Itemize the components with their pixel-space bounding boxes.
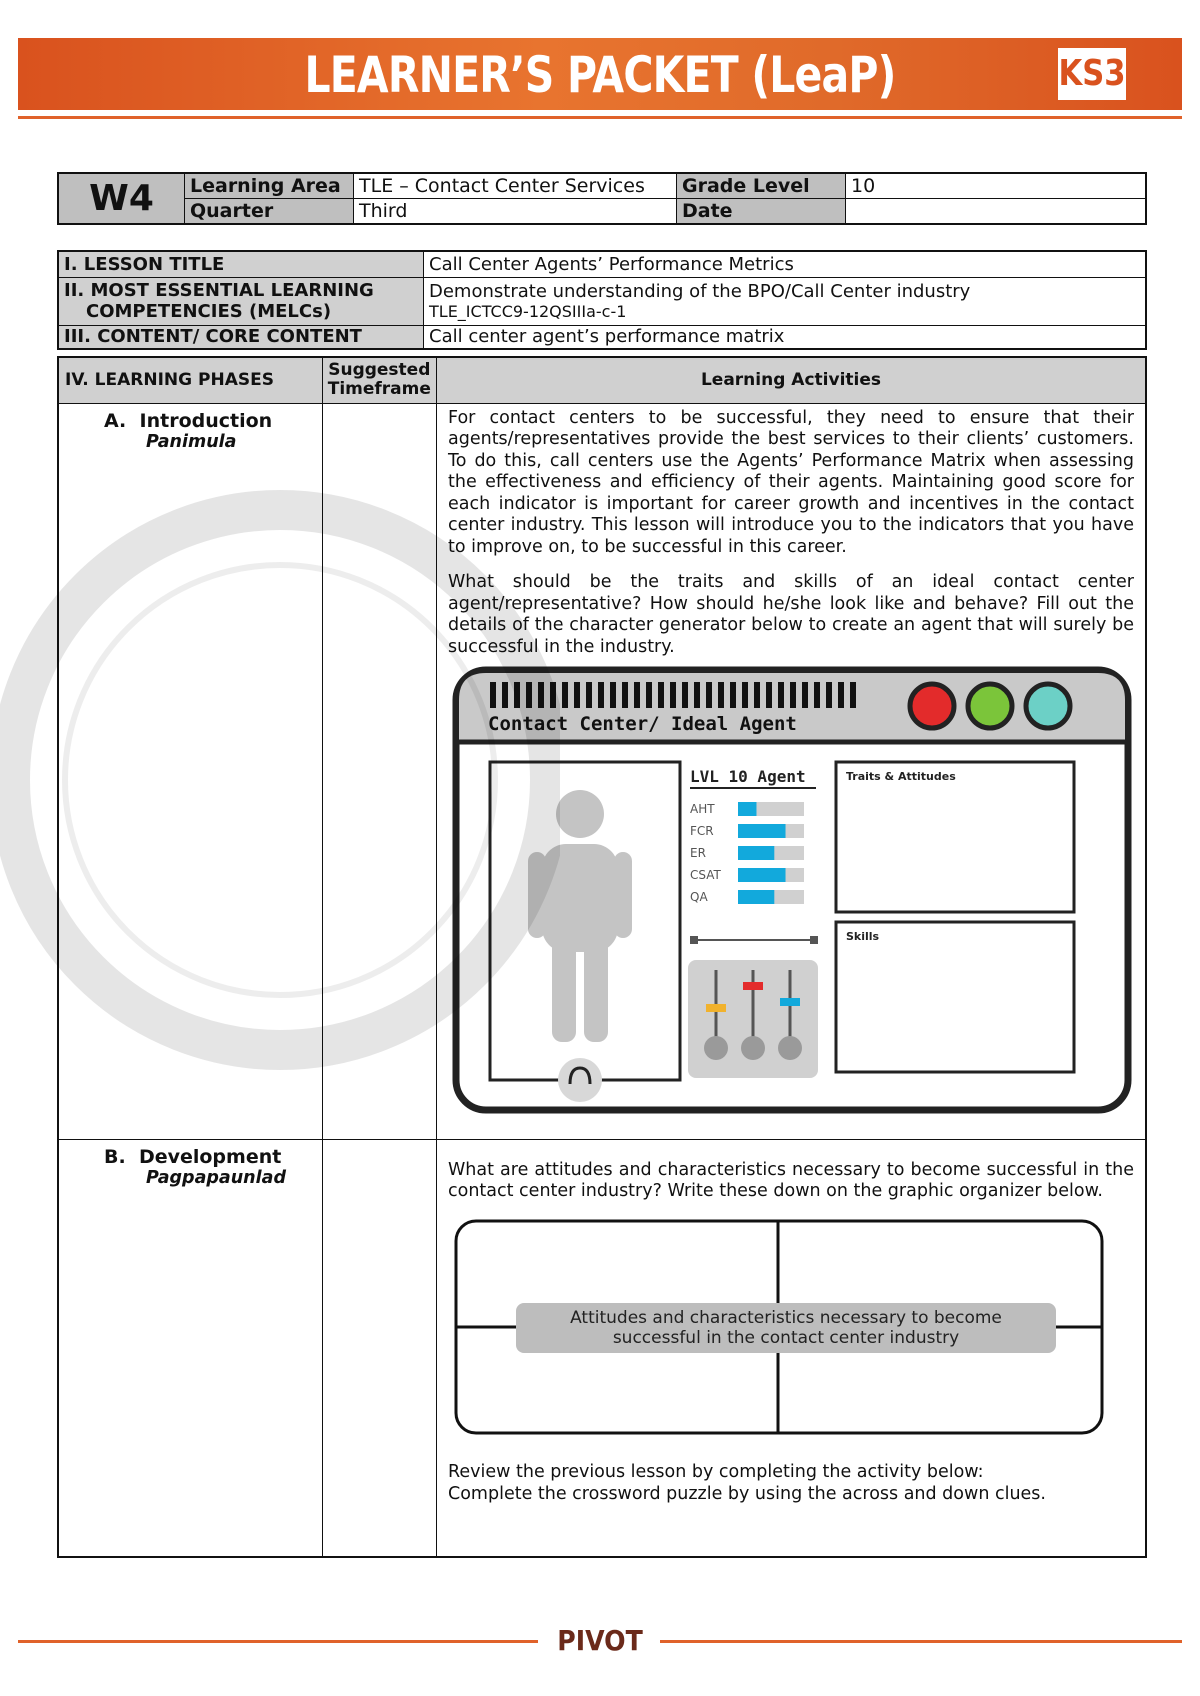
intro-phase-cell — [58, 403, 322, 1139]
character-generator-graphic — [450, 664, 1140, 1124]
development-phase-label — [64, 1140, 317, 1168]
development-sublabel: Pagpapaunlad — [146, 1167, 286, 1188]
quarter-label: Quarter — [185, 199, 354, 225]
teal-button-icon[interactable] — [1026, 684, 1070, 728]
timeframe-header-line-2: Timeframe — [327, 379, 431, 400]
stat-bar-fill-aht — [738, 802, 756, 816]
footer-rule-right — [660, 1640, 1182, 1643]
header-banner — [18, 38, 1182, 110]
timeframe-header — [322, 357, 436, 403]
traits-label: Traits & Attitudes — [846, 770, 956, 783]
development-paragraph-1: What are attitudes and characteristics necessary to become successful in the contact center industry? Write these down on the graphic organizer below. — [448, 1159, 1134, 1201]
development-phase-cell — [58, 1139, 322, 1557]
development-paragraph-2 — [442, 1457, 1140, 1509]
agent-level-label: LVL 10 Agent — [690, 767, 806, 786]
date-field[interactable] — [846, 199, 1147, 225]
development-label: Development — [138, 1145, 282, 1168]
grade-level-label: Grade Level — [677, 173, 846, 199]
lesson-info-table — [57, 250, 1147, 350]
stat-label-qa: QA — [690, 890, 708, 904]
banner-divider — [18, 116, 1182, 119]
ks-badge: KS3 — [1058, 48, 1126, 100]
slider-handle-right[interactable] — [810, 936, 818, 944]
development-letter: B. — [104, 1145, 126, 1168]
stat-label-er: ER — [690, 846, 706, 860]
headset-icon — [558, 1058, 602, 1102]
date-label: Date — [677, 199, 846, 225]
grade-level-value: 10 — [846, 173, 1147, 199]
organizer-center-line-2: successful in the contact center industry — [612, 1327, 960, 1348]
pivot-logo: PIVOT — [557, 1624, 643, 1657]
lesson-title-value: Call Center Agents’ Performance Metrics — [424, 251, 1147, 277]
development-timeframe-cell — [322, 1139, 436, 1557]
skills-box[interactable] — [836, 922, 1074, 1072]
stat-label-csat: CSAT — [690, 868, 721, 882]
intro-letter: A. — [104, 409, 127, 432]
learning-phases-table — [57, 356, 1147, 1558]
green-button-icon[interactable] — [968, 684, 1012, 728]
intro-activities-cell — [437, 403, 1147, 1139]
intro-paragraph-1: For contact centers to be successful, they need to ensure that their agents/representatives provide the best services to their clients’ customers. To do this, call centers use the Agents’ Performance Matrix when assessing the effectiveness and efficiency of their agents. Maintaining good score for each indicator is important for career growth and incentives in the contact center industry. This lesson will introduce you to the indicators that you have to improve on, to be successful in this career. — [448, 407, 1134, 557]
graphic-organizer — [450, 1215, 1110, 1441]
timeframe-header-line-1: Suggested — [328, 360, 431, 381]
intro-sublabel: Panimula — [146, 431, 237, 452]
generator-title: Contact Center/ Ideal Agent — [488, 713, 797, 735]
stat-bar-fill-fcr — [738, 824, 786, 838]
header-info-table — [57, 172, 1147, 225]
stat-label-aht: AHT — [690, 802, 715, 816]
slider-handle-left[interactable] — [690, 936, 698, 944]
development-activities-cell — [437, 1139, 1147, 1557]
melc-competency: Demonstrate understanding of the BPO/Call Center industry — [429, 281, 971, 302]
intro-paragraph-2: What should be the traits and skills of an ideal contact center agent/representative? How should he/she look like and behave? Fill out the details of the character generator below to create an agent that will surely be successful in the industry. — [448, 572, 1134, 657]
intro-label: Introduction — [139, 409, 273, 432]
red-button-icon[interactable] — [910, 684, 954, 728]
intro-timeframe-cell — [322, 403, 436, 1139]
footer-rule-left — [18, 1640, 538, 1643]
week-label: W4 — [58, 173, 185, 224]
content-label: III. CONTENT/ CORE CONTENT — [58, 325, 424, 349]
stat-bar-fill-qa — [738, 890, 774, 904]
quarter-value: Third — [354, 199, 677, 225]
organizer-center-line-1: Attitudes and characteristics necessary to become — [570, 1307, 1002, 1328]
activities-header: Learning Activities — [437, 357, 1147, 403]
intro-phase-label — [64, 404, 317, 432]
melc-value — [424, 277, 1147, 325]
skills-label: Skills — [846, 930, 880, 943]
banner-title: LEARNER’S PACKET (LeaP) — [304, 46, 896, 104]
review-instruction: Review the previous lesson by completing the activity below: — [448, 1461, 984, 1482]
content-value: Call center agent’s performance matrix — [424, 325, 1147, 349]
melc-code: TLE_ICTCC9-12QSIIIa-c-1 — [429, 302, 627, 321]
melc-label-line-2: COMPETENCIES (MELCs) — [86, 301, 332, 322]
melc-label — [58, 277, 424, 325]
stat-bar-fill-csat — [738, 868, 786, 882]
melc-label-line-1: II. MOST ESSENTIAL LEARNING — [64, 280, 374, 301]
phases-header: IV. LEARNING PHASES — [58, 357, 322, 403]
crossword-instruction: Complete the crossword puzzle by using the across and down clues. — [448, 1483, 1046, 1504]
stat-bar-fill-er — [738, 846, 774, 860]
stat-label-fcr: FCR — [690, 824, 714, 838]
learning-area-value: TLE – Contact Center Services — [354, 173, 677, 199]
learning-area-label: Learning Area — [185, 173, 354, 199]
lesson-title-label: I. LESSON TITLE — [58, 251, 424, 277]
traits-box[interactable] — [836, 762, 1074, 912]
